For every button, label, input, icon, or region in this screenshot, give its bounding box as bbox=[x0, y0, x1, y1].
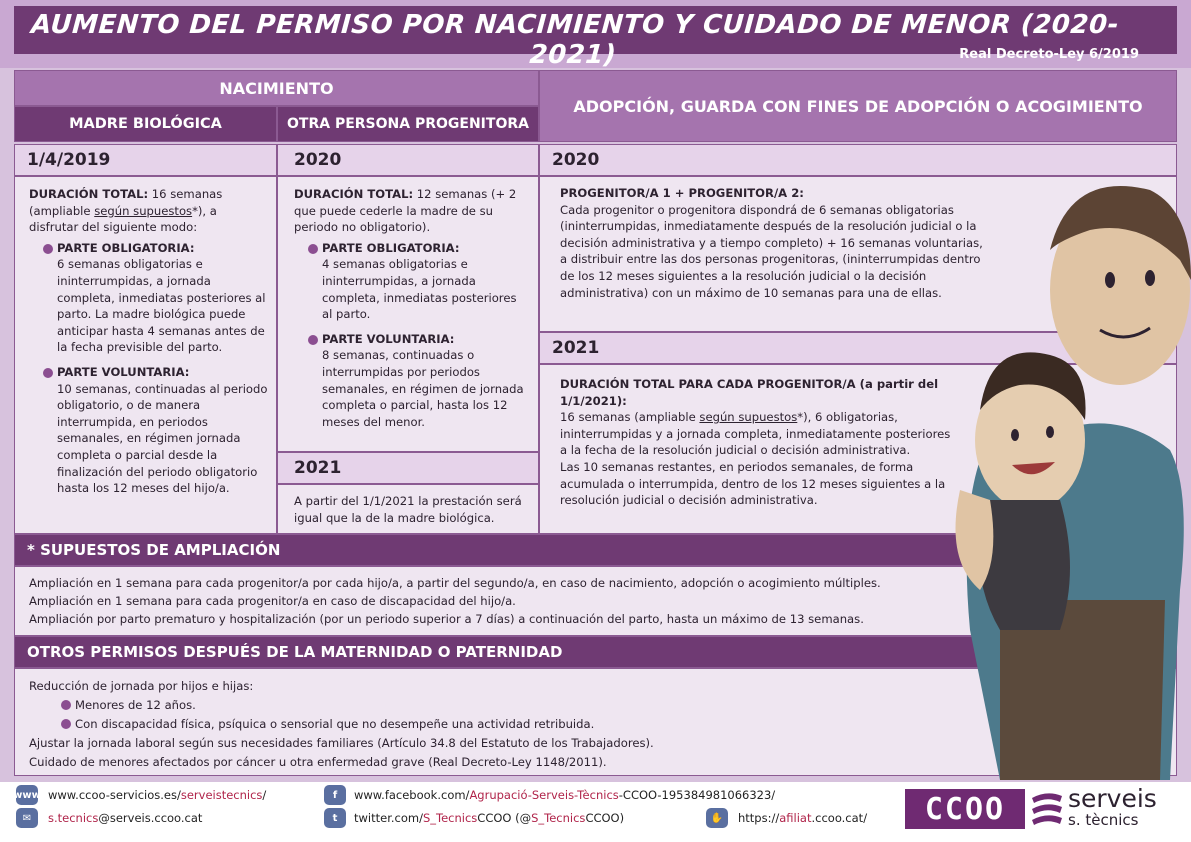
affiliate-hand-icon: ✋ bbox=[706, 808, 728, 828]
supuestos-item: Ampliación en 1 semana para cada progenitor/a en caso de discapacidad del hijo/a. bbox=[29, 594, 516, 608]
otros-bullet: Menores de 12 años. bbox=[29, 696, 1176, 715]
ccoo-logo: CCOO bbox=[905, 789, 1025, 829]
madre-voluntaria: PARTE VOLUNTARIA: 10 semanas, continuadas al periodo obligatorio, o de manera interrumpida, en periodos semanales, en régimen jornada completa o parcial desde la finalización del periodo obligatorio hasta los 12 meses del hijo/a. bbox=[29, 364, 268, 497]
bullet-icon bbox=[61, 719, 71, 729]
otra-panel-2020 bbox=[277, 176, 539, 452]
otros-bullet: Con discapacidad física, psíquica o sensorial que no desempeñe una actividad retribuida. bbox=[29, 715, 1176, 734]
progenitores-label: PROGENITOR/A 1 + PROGENITOR/A 2: bbox=[560, 186, 804, 200]
bullet-icon bbox=[308, 244, 318, 254]
otros-line: Ajustar la jornada laboral según sus necesidades familiares (Artículo 34.8 del Estatuto de los Trabajadores). bbox=[29, 736, 654, 750]
otra-year-2021: 2021 bbox=[277, 452, 539, 484]
bullet-icon bbox=[43, 244, 53, 254]
otros-line: Cuidado de menores afectados por cáncer u otra enfermedad grave (Real Decreto-Ley 1148/2011). bbox=[29, 755, 607, 769]
segun-supuestos-link[interactable]: según supuestos bbox=[94, 203, 193, 218]
nacimiento-header: NACIMIENTO bbox=[14, 70, 539, 106]
page-title: AUMENTO DEL PERMISO POR NACIMIENTO Y CUIDADO DE MENOR (2020-2021) bbox=[30, 10, 1120, 70]
otra-progenitora-header: OTRA PERSONA PROGENITORA bbox=[277, 106, 539, 142]
supuestos-header: * SUPUESTOS DE AMPLIACIÓN bbox=[14, 534, 1177, 566]
otra-obligatoria: PARTE OBLIGATORIA: 4 semanas obligatorias e ininterrumpidas, a jornada completa, inmediatas posteriores al parto. bbox=[294, 240, 530, 323]
madre-duracion: DURACIÓN TOTAL: 16 semanas (ampliable según supuestos*), a disfrutar del siguiente modo: bbox=[29, 187, 223, 235]
adopcion-panel-2021: DURACIÓN TOTAL PARA CADA PROGENITOR/A (a partir del 1/1/2021): 16 semanas (ampliable según supuestos*), 6 obligatorias, ininterrumpidas y a jornada completa, inmediatamente posteriores a la fecha de la resolución judicial o decisión administrativa. Las 10 semanas restantes, en periodos semanales, de forma acumulada o interrumpida, dentro de los 12 meses siguientes a la resolución judicial o decisión administrativa. bbox=[539, 364, 1177, 534]
otra-panel-2021: A partir del 1/1/2021 la prestación será igual que la de la madre biológica. bbox=[277, 484, 539, 534]
facebook-icon: f bbox=[324, 785, 346, 805]
web-link[interactable]: www.ccoo-servicios.es/serveistecnics/ bbox=[48, 788, 267, 802]
affiliate-link[interactable]: https://afiliat.ccoo.cat/ bbox=[738, 811, 868, 825]
otra-voluntaria: PARTE VOLUNTARIA: 8 semanas, continuadas o interrumpidas por periodos semanales, en régimen de jornada completa o parcial, hasta los 12 meses del menor. bbox=[294, 331, 530, 431]
madre-obligatoria: PARTE OBLIGATORIA: 6 semanas obligatorias e ininterrumpidas, a jornada completa, inmediatas posteriores al parto. La madre biológica puede anticipar hasta 4 semanas antes de la fecha previsible del parto. bbox=[29, 240, 268, 356]
madre-date: 1/4/2019 bbox=[14, 144, 277, 176]
adopcion-year-2021: 2021 bbox=[539, 332, 1177, 364]
brand-tecnics: s. tècnics bbox=[1068, 811, 1139, 829]
otra-year-2020: 2020 bbox=[277, 144, 539, 176]
adopcion-header: ADOPCIÓN, GUARDA CON FINES DE ADOPCIÓN O ACOGIMIENTO bbox=[539, 70, 1177, 142]
page-subtitle: Real Decreto-Ley 6/2019 bbox=[959, 47, 1139, 62]
otra-duracion: DURACIÓN TOTAL: 12 semanas (+ 2 que puede cederle la madre de su periodo no obligatorio). bbox=[294, 187, 517, 235]
mail-icon: ✉ bbox=[16, 808, 38, 828]
bullet-icon bbox=[308, 335, 318, 345]
madre-panel bbox=[14, 176, 277, 534]
supuestos-item: Ampliación por parto prematuro y hospitalización (por un periodo superior a 7 días) a continuación del parto, hasta un máximo de 13 semanas. bbox=[29, 612, 864, 626]
twitter-icon: t bbox=[324, 808, 346, 828]
bullet-icon bbox=[61, 700, 71, 710]
progenitores-text: Cada progenitor o progenitora dispondrá de 6 semanas obligatorias (ininterrumpidas, inmediatamente después de la resolución judicial o la decisión administrativa y a tiempo completo) + 16 semanas voluntarias, a distribuir entre las dos personas progenitoras, (ininterrumpidas dentro de los 12 meses siguientes a la resolución judicial o la decisión administrativa) con un máximo de 10 semanas para una de ellas. bbox=[560, 202, 983, 300]
madre-biologica-header: MADRE BIOLÓGICA bbox=[14, 106, 277, 142]
segun-supuestos-link[interactable]: según supuestos bbox=[699, 410, 798, 425]
email-link[interactable]: s.tecnics@serveis.ccoo.cat bbox=[48, 811, 203, 825]
bullet-icon bbox=[43, 368, 53, 378]
adopcion-year-2020: 2020 bbox=[539, 144, 1177, 176]
web-icon: www bbox=[16, 785, 38, 805]
adopcion-duracion: DURACIÓN TOTAL PARA CADA PROGENITOR/A (a partir del 1/1/2021): bbox=[560, 377, 939, 408]
twitter-link[interactable]: twitter.com/S_TecnicsCCOO (@S_TecnicsCCOO) bbox=[354, 811, 625, 825]
ccoo-swoosh-icon bbox=[1030, 790, 1064, 828]
facebook-link[interactable]: www.facebook.com/Agrupació-Serveis-Tècnics-CCOO-195384981066323/ bbox=[354, 788, 776, 802]
brand-serveis: serveis bbox=[1068, 784, 1157, 813]
supuestos-item: Ampliación en 1 semana para cada progenitor/a por cada hijo/a, a partir del segundo/a, en caso de nacimiento, adopción o acogimiento múltiples. bbox=[29, 576, 881, 590]
otros-intro: Reducción de jornada por hijos e hijas: bbox=[29, 679, 254, 693]
family-illustration bbox=[940, 160, 1191, 780]
otros-header: OTROS PERMISOS DESPUÉS DE LA MATERNIDAD O PATERNIDAD bbox=[14, 636, 1177, 668]
